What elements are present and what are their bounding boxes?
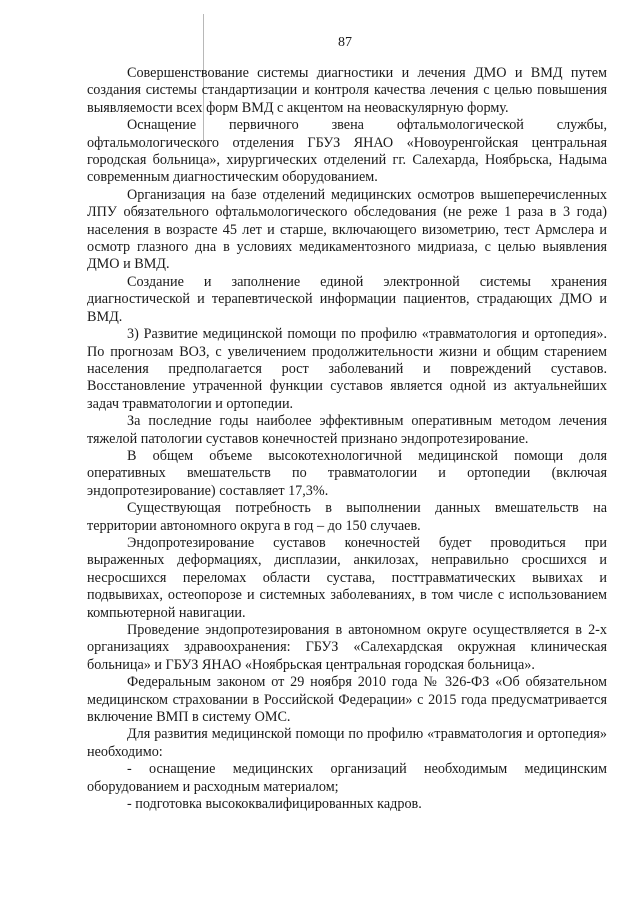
body-text — [87, 65, 607, 813]
paragraph: Создание и заполнение единой электронной системы хранения диагностической и терапевтической информации пациентов, страдающих ДМО и ВМД. — [87, 273, 607, 325]
page-number: 87 — [338, 35, 352, 50]
list-item: - оснащение медицинских организаций необходимым медицинским оборудованием и расходным материалом; — [87, 761, 607, 795]
list-item: - подготовка высококвалифицированных кадров. — [127, 796, 422, 813]
paragraph: В общем объеме высокотехнологичной медицинской помощи доля оперативных вмешательств по травматологии и ортопедии (включая эндопротезирование) составляет 17,3%. — [87, 447, 607, 499]
paragraph: Эндопротезирование суставов конечностей будет проводиться при выраженных деформациях, дисплазии, анкилозах, неправильно сросшихся и несросшихся переломах области сустава, посттравматических вывихах и подвывихах, остеопорозе и системных заболеваниях, в том числе с использованием компьютерной навигации. — [87, 534, 607, 621]
paragraph: Федеральным законом от 29 ноября 2010 года № 326-ФЗ «Об обязательном медицинском страховании в Российской Федерации» с 2015 года предусматривается включение ВМП в систему ОМС. — [87, 674, 607, 726]
paragraph: Совершенствование системы диагностики и лечения ДМО и ВМД путем создания системы стандартизации и контроля качества лечения с целью повышения выявляемости всех форм ВМД с акцентом на неоваскулярную форму. — [87, 65, 607, 116]
paragraph: За последние годы наиболее эффективным оперативным методом лечения тяжелой патологии суставов конечностей признано эндопротезирование. — [87, 413, 607, 447]
paragraph: Оснащение первичного звена офтальмологической службы, офтальмологического отделения ГБУЗ ЯНАО «Новоуренгойская центральная городская больница», хирургических отделений гг. Салехарда, Ноябрьска, Надыма современным диагностическим оборудованием. — [87, 117, 607, 186]
paragraph: 3) Развитие медицинской помощи по профилю «травматология и ортопедия». По прогнозам ВОЗ, с увеличением продолжительности жизни и общим старением населения предполагается рост заболеваний и повреждений суставов. Восстановление утраченной функции суставов является одной из актуальнейших задач травматологии и ортопедии. — [87, 326, 607, 412]
paragraph: Проведение эндопротезирования в автономном округе осуществляется в 2-х организациях здравоохранения: ГБУЗ «Салехардская окружная клиническая больница» и ГБУЗ ЯНАО «Ноябрьская центральная городская больница». — [87, 622, 607, 673]
paragraph: Организация на базе отделений медицинских осмотров вышеперечисленных ЛПУ обязательного офтальмологического обследования (не реже 1 раза в 3 года) населения в возрасте 45 лет и старше, включающего визометрию, тест Армслера и осмотр глазного дна в условиях медикаментозного мидриаза, с целью выявления ДМО и ВМД. — [87, 186, 607, 273]
paragraph: Существующая потребность в выполнении данных вмешательств на территории автономного округа в год – до 150 случаев. — [87, 500, 607, 534]
paragraph: Для развития медицинской помощи по профилю «травматология и ортопедия» необходимо: — [87, 726, 607, 760]
